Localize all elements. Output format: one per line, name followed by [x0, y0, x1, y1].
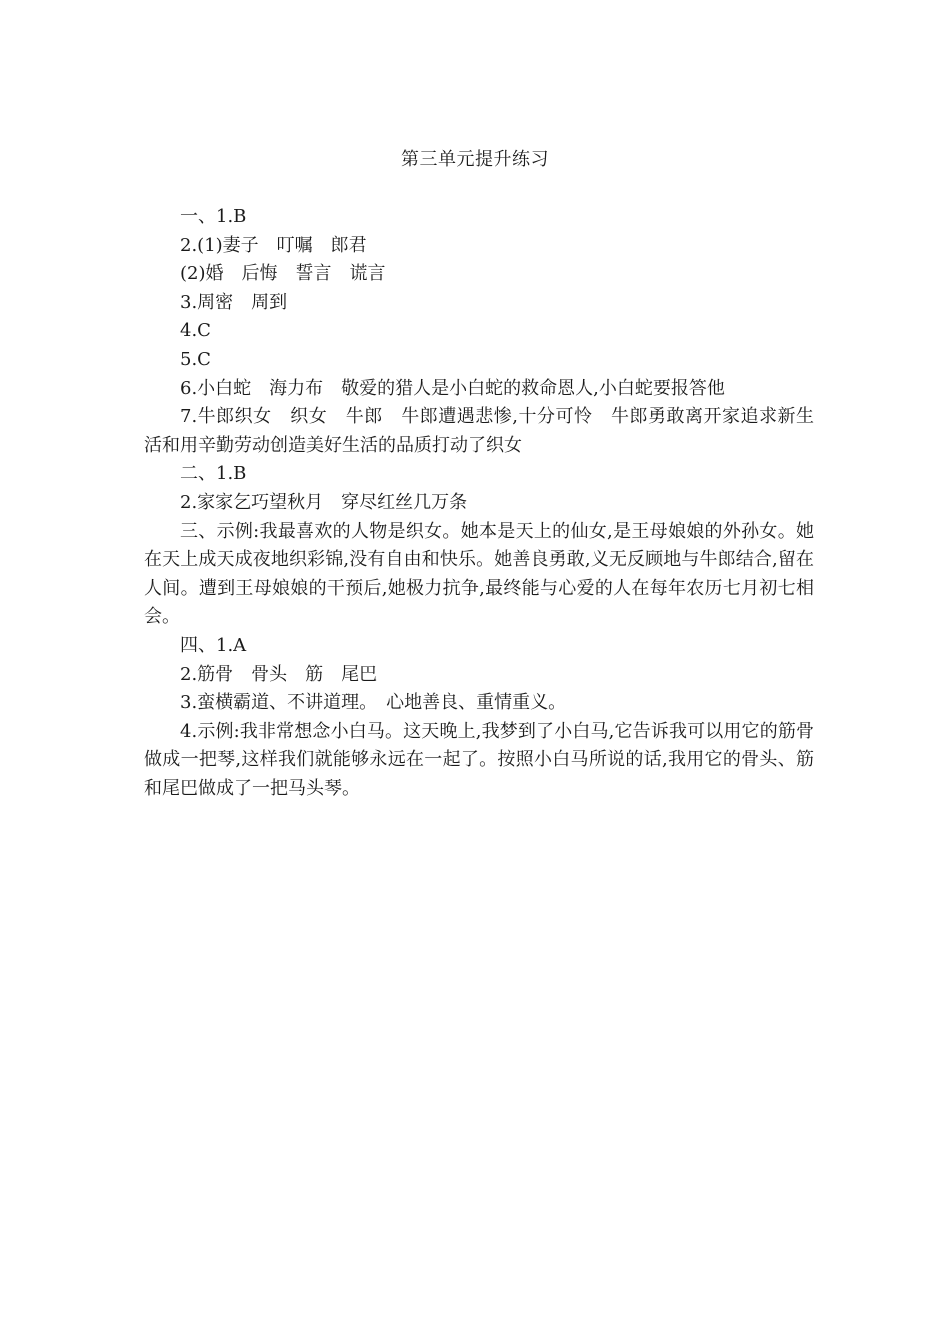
answer-line-14: 3.蛮横霸道、不讲道理。 心地善良、重情重义。 [180, 692, 567, 714]
answer-line-2: 2.(1)妻子 叮嘱 郎君 [180, 234, 367, 256]
answer-line-1: 一、1.B [180, 206, 247, 227]
answer-paragraph-15: 4.示例:我非常想念小白马。这天晚上,我梦到了小白马,它告诉我可以用它的筋骨做成一把琴,这样我们就能够永远在一起了。按照小白马所说的话,我用它的骨头、筋和尾巴做成了一把马头琴。 [144, 720, 814, 799]
answer-paragraph-11: 三、示例:我最喜欢的人物是织女。她本是天上的仙女,是王母娘娘的外孙女。她在天上成天成夜地织彩锦,没有自由和快乐。她善良勇敢,义无反顾地与牛郎结合,留在人间。遭到王母娘娘的干预后,她极力抗争,最终能与心爱的人在每年农历七月初七相会。 [144, 520, 814, 628]
answer-line-9: 二、1.B [180, 463, 247, 485]
answer-line-7: 6.小白蛇 海力布 敬爱的猎人是小白蛇的救命恩人,小白蛇要报答他 [180, 377, 725, 399]
answer-paragraph-8: 7.牛郎织女 织女 牛郎 牛郎遭遇悲惨,十分可怜 牛郎勇敢离开家追求新生活和用辛勤劳动创造美好生活的品质打动了织女 [144, 406, 814, 456]
answer-line-5: 4.C [180, 320, 211, 342]
page-title: 第三单元提升练习 [401, 149, 549, 170]
answer-line-13: 2.筋骨 骨头 筋 尾巴 [180, 663, 378, 685]
answer-line-12: 四、1.A [180, 634, 247, 656]
answer-list [144, 203, 814, 803]
answer-line-3: (2)婚 后悔 誓言 谎言 [180, 263, 386, 285]
answer-line-10: 2.家家乞巧望秋月 穿尽红丝几万条 [180, 491, 468, 513]
answer-line-4: 3.周密 周到 [180, 291, 288, 313]
answer-line-6: 5.C [180, 348, 211, 370]
